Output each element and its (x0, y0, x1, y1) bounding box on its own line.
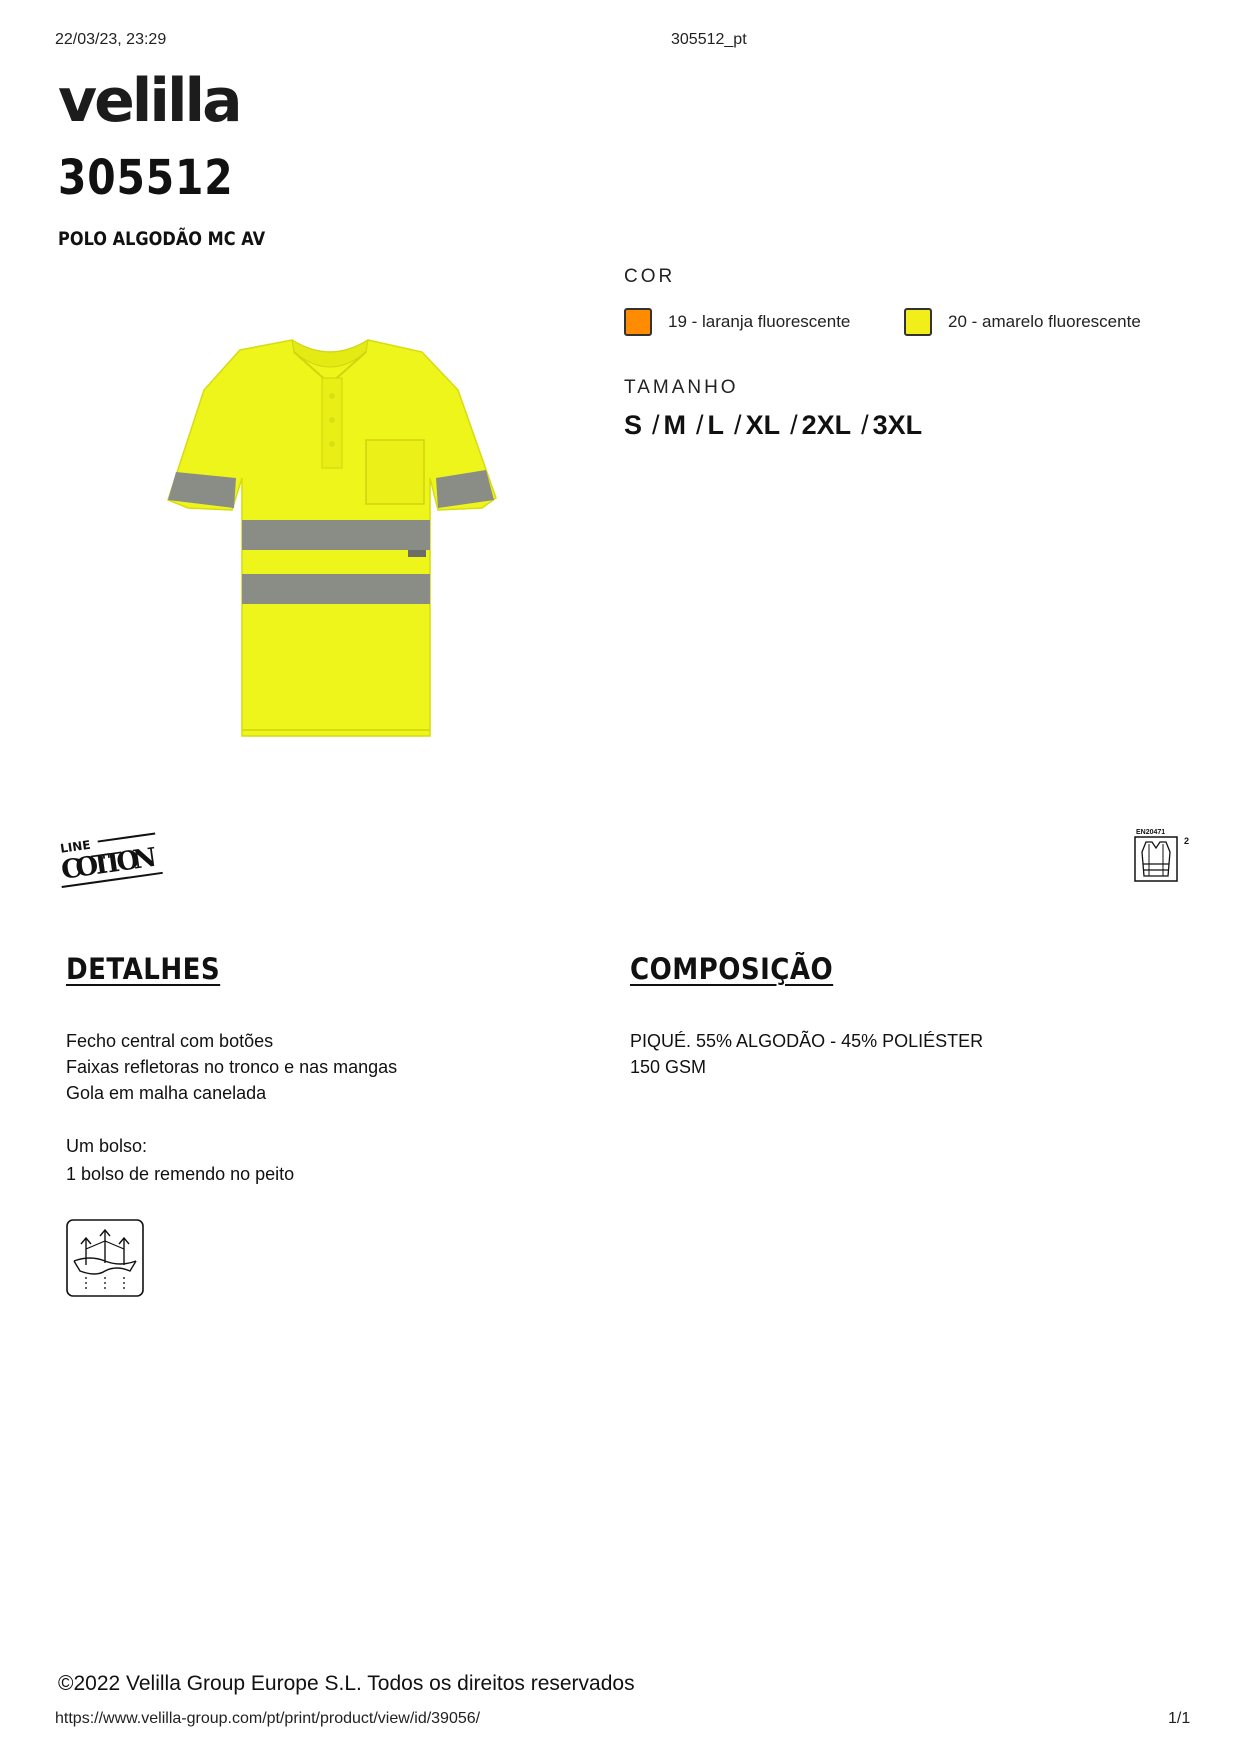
color-section-label: COR (624, 266, 676, 287)
pocket-title: Um bolso: (66, 1136, 148, 1156)
line-cotton-top: LINE (59, 837, 92, 856)
pocket-line: 1 bolso de remendo no peito (66, 1164, 295, 1184)
color-option-yellow[interactable] (904, 308, 1141, 336)
print-doc-title: 305512_pt (671, 31, 747, 48)
composition-line: PIQUÉ. 55% ALGODÃO - 45% POLIÉSTER (630, 1031, 984, 1051)
composition-line: 150 GSM (630, 1057, 707, 1077)
line-cotton-bottom: COTTON (59, 842, 159, 886)
print-url: https://www.velilla-group.com/pt/print/product/view/id/39056/ (55, 1710, 481, 1727)
hi-vis-vest-icon (1134, 826, 1194, 886)
size-separator: / (652, 410, 660, 440)
color-swatch-yellow (904, 308, 932, 336)
size-option[interactable]: 2XL (801, 410, 852, 440)
size-separator: / (790, 410, 798, 440)
size-section-label: TAMANHO (624, 377, 739, 398)
color-option-orange[interactable] (624, 308, 850, 336)
size-separator: / (696, 410, 704, 440)
page-number: 1/1 (1168, 1710, 1191, 1727)
product-image (160, 338, 500, 738)
details-line: Faixas refletoras no tronco e nas mangas (66, 1057, 398, 1077)
size-option[interactable]: S (624, 410, 643, 440)
size-option[interactable]: M (663, 410, 687, 440)
footer-copyright: ©2022 Velilla Group Europe S.L. Todos os direitos reservados (58, 1672, 635, 1695)
color-swatch-orange (624, 308, 652, 336)
size-option[interactable]: L (707, 410, 725, 440)
print-datetime: 22/03/23, 23:29 (55, 31, 167, 48)
product-name: POLO ALGODÃO MC AV (58, 228, 266, 250)
norm-class: 2 (1184, 836, 1190, 846)
line-cotton-badge (56, 826, 164, 888)
details-line: Fecho central com botões (66, 1031, 274, 1051)
size-separator: / (734, 410, 742, 440)
product-code: 305512 (58, 150, 234, 206)
color-option-label: 20 - amarelo fluorescente (948, 312, 1141, 331)
composition-list (630, 1028, 983, 1080)
en20471-badge (1134, 826, 1194, 886)
details-title: DETALHES (66, 952, 221, 986)
details-line: Gola em malha canelada (66, 1083, 267, 1103)
composition-title: COMPOSIÇÃO (630, 952, 834, 986)
breathable-fabric-icon (66, 1219, 144, 1297)
brand-logo: velilla (58, 66, 240, 136)
size-option[interactable]: XL (745, 410, 781, 440)
size-separator: / (861, 410, 869, 440)
color-option-label: 19 - laranja fluorescente (668, 312, 851, 331)
size-list (624, 410, 922, 441)
line-cotton-logo (56, 826, 164, 888)
details-list (66, 1028, 397, 1106)
size-option[interactable]: 3XL (872, 410, 923, 440)
norm-code: EN20471 (1136, 829, 1166, 836)
breathable-fabric-badge (66, 1219, 144, 1297)
pocket-info (66, 1133, 294, 1187)
polo-shirt-illustration (160, 338, 500, 738)
